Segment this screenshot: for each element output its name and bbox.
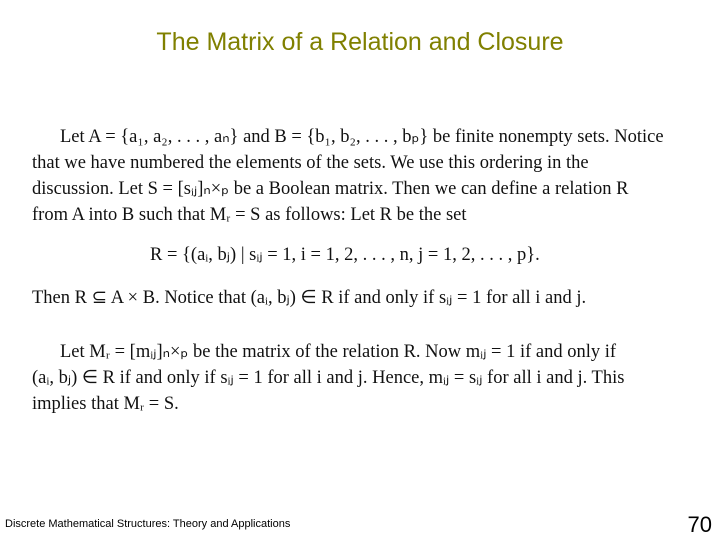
footer-source: Discrete Mathematical Structures: Theory and Applications (5, 518, 291, 530)
paragraph-line: Let Mᵣ = [mᵢⱼ]ₙ×ₚ be the matrix of the relation R. Now mᵢⱼ = 1 if and only if (60, 342, 617, 362)
paragraph-line: discussion. Let S = [sᵢⱼ]ₙ×ₚ be a Boolean matrix. Then we can define a relation R (32, 179, 629, 199)
slide-title: The Matrix of a Relation and Closure (156, 28, 564, 56)
subset-statement: Then R ⊆ A × B. Notice that (aᵢ, bⱼ) ∈ R if and only if sᵢⱼ = 1 for all i and j. (32, 288, 587, 308)
paragraph-definition (32, 124, 664, 228)
paragraph-conclusion (32, 339, 624, 417)
paragraph-line: Let A = {a₁, a₂, . . . , aₙ} and B = {b₁, b₂, . . . , bₚ} be finite nonempty sets. Notice (60, 127, 664, 147)
relation-equation: R = {(aᵢ, bⱼ) | sᵢⱼ = 1, i = 1, 2, . . . , n, j = 1, 2, . . . , p}. (150, 245, 540, 265)
paragraph-line: (aᵢ, bⱼ) ∈ R if and only if sᵢⱼ = 1 for all i and j. Hence, mᵢⱼ = sᵢⱼ for all i and j. This (32, 368, 625, 388)
paragraph-line: implies that Mᵣ = S. (32, 394, 179, 414)
paragraph-line: from A into B such that Mᵣ = S as follows: Let R be the set (32, 205, 467, 225)
paragraph-line: that we have numbered the elements of the sets. We use this ordering in the (32, 153, 589, 173)
page-number: 70 (687, 512, 712, 537)
